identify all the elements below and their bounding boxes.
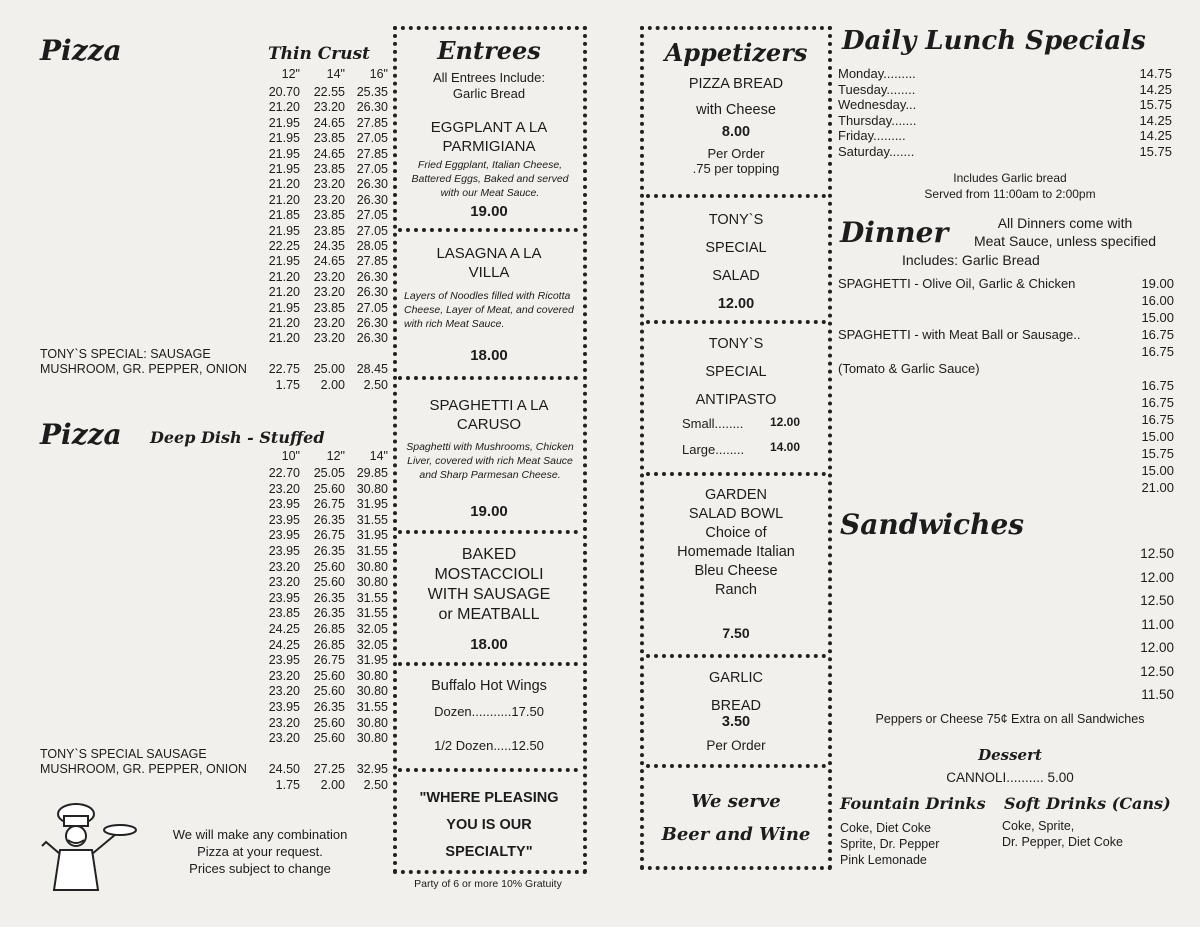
gratuity-note: Party of 6 or more 10% Gratuity — [414, 878, 562, 890]
garden-price: 7.50 — [722, 625, 750, 641]
dinner-price: 16.00 — [1141, 293, 1174, 308]
garlic-line: GARLIC — [709, 670, 763, 686]
sandwiches-title: Sandwiches — [840, 508, 1025, 541]
soft-title: Soft Drinks (Cans) — [1004, 794, 1171, 813]
item-price: 22.70 — [268, 466, 300, 480]
special-line: TONY`S SPECIAL SAUSAGE — [40, 746, 207, 761]
divider — [646, 472, 826, 476]
item-price: 26.75 — [313, 497, 345, 512]
lasagna-price: 18.00 — [470, 347, 508, 364]
lunch-price: 14.75 — [1139, 66, 1172, 81]
item-price: 23.85 — [268, 606, 300, 621]
item-price: 21.95 — [268, 115, 300, 130]
item-price: 23.85 — [313, 131, 345, 146]
item-price: 26.30 — [356, 316, 388, 330]
salad-price: 12.00 — [717, 296, 755, 312]
fountain-line: Sprite, Dr. Pepper — [840, 837, 940, 851]
item-price: 23.95 — [268, 544, 300, 558]
include-line: Garlic Bread — [452, 86, 526, 101]
lunch-price: 14.25 — [1139, 128, 1172, 143]
tonys-antipasto — [646, 330, 826, 414]
item-price: 27.05 — [356, 131, 388, 146]
item-price: 25.35 — [356, 85, 388, 99]
item-price: 23.20 — [313, 192, 345, 207]
appetizers-title: Appetizers — [664, 38, 808, 67]
divider — [398, 530, 578, 534]
item-price: 24.25 — [268, 637, 300, 652]
wings-name: Buffalo Hot Wings — [431, 678, 547, 694]
size-header: 14" — [369, 449, 388, 463]
sandwich-price: 12.00 — [1140, 569, 1174, 585]
soft-line: Coke, Sprite, — [1002, 819, 1075, 833]
dinner-price: 21.00 — [1141, 480, 1174, 495]
item-price: 21.95 — [268, 162, 300, 176]
item-price: 26.85 — [313, 622, 345, 636]
antipasto-small-price: 12.00 — [770, 415, 801, 429]
sandwich-price: 11.50 — [1141, 687, 1174, 702]
name-line: or MEATBALL — [438, 606, 540, 623]
dinner-price: 15.00 — [1141, 463, 1174, 478]
additional-price: 2.50 — [363, 778, 388, 792]
dinner-price: 16.75 — [1141, 395, 1174, 410]
dinner-item-text: SPAGHETTI - Olive Oil, Garlic & Chicken — [838, 276, 1076, 291]
dinner-item-text: SPAGHETTI - with Meat Ball or Sausage.. — [838, 327, 1081, 342]
item-price: 21.20 — [268, 285, 300, 300]
item-price: 21.20 — [268, 192, 300, 207]
antipasto-large-price: 14.00 — [770, 440, 801, 454]
motto — [398, 785, 580, 866]
item-price: 23.20 — [268, 668, 300, 683]
item-price: 23.20 — [268, 731, 300, 746]
baked-name — [398, 545, 580, 625]
sandwich-price: 11.00 — [1141, 616, 1174, 632]
item-price: 26.30 — [356, 285, 388, 300]
item-price: 30.80 — [356, 559, 388, 574]
item-price: 27.05 — [356, 300, 388, 315]
item-price: 26.30 — [356, 100, 388, 115]
motto-line: "WHERE PLEASING — [419, 790, 559, 806]
caruso-price: 19.00 — [470, 503, 508, 520]
item-price: 31.95 — [356, 653, 388, 668]
special-price: 22.75 — [268, 362, 300, 377]
item-price: 21.20 — [268, 177, 300, 192]
dinner-price: 15.00 — [1141, 429, 1174, 444]
item-price: 23.20 — [313, 177, 345, 192]
salad-line: SPECIAL — [705, 240, 767, 256]
additional-price: 2.50 — [363, 377, 388, 392]
item-price: 26.35 — [313, 512, 345, 527]
wings-half-dozen: 1/2 Dozen.....12.50 — [434, 738, 544, 753]
item-price: 27.05 — [356, 208, 388, 223]
item-price: 23.20 — [268, 481, 300, 496]
lunch-day: Wednesday... — [838, 97, 917, 112]
chef-illustration — [38, 800, 138, 900]
item-price: 31.55 — [356, 544, 388, 558]
item-price: 26.75 — [313, 653, 345, 668]
dinner-price: 16.75 — [1141, 378, 1174, 393]
garden-line: Choice of — [705, 525, 767, 541]
item-price: 21.20 — [268, 100, 300, 115]
garlic-line: BREAD — [711, 698, 761, 714]
special-price: 28.45 — [356, 362, 388, 377]
item-price: 25.60 — [313, 559, 345, 574]
antipasto-line: ANTIPASTO — [695, 392, 777, 408]
item-price: 21.95 — [268, 254, 300, 269]
wings-dozen: Dozen...........17.50 — [434, 704, 544, 719]
divider — [398, 228, 578, 232]
pizza-bread-with: with Cheese — [696, 102, 776, 118]
lunch-price: 15.75 — [1139, 143, 1172, 159]
item-price: 21.85 — [268, 208, 300, 223]
item-price: 26.85 — [313, 637, 345, 652]
garden-salad — [646, 486, 826, 600]
item-price: 24.65 — [313, 115, 345, 130]
pizza-bread — [646, 76, 826, 176]
item-price: 23.95 — [268, 700, 300, 714]
sandwich-price: 12.50 — [1140, 663, 1174, 679]
item-price: 23.20 — [313, 316, 345, 330]
lunch-title: Daily Lunch Specials — [842, 26, 1146, 56]
fountain-line: Coke, Diet Coke — [840, 821, 932, 835]
dinner-title: Dinner — [840, 216, 949, 249]
caruso-name — [398, 396, 580, 434]
item-price: 32.05 — [356, 622, 388, 636]
salad-line: SALAD — [712, 268, 760, 284]
name-line: EGGPLANT A LA — [430, 119, 548, 136]
thin-crust-subtitle: Thin Crust — [268, 44, 371, 64]
fountain-title: Fountain Drinks — [840, 794, 986, 813]
item-price: 26.35 — [313, 606, 345, 621]
dinner-note-line: Meat Sauce, unless specified — [973, 233, 1157, 249]
item-price: 26.30 — [356, 331, 388, 346]
garden-line: GARDEN — [704, 487, 768, 503]
dinner-note — [950, 214, 1180, 250]
item-price: 27.05 — [356, 223, 388, 238]
item-price: 23.20 — [268, 684, 300, 699]
item-price: 31.95 — [356, 497, 388, 512]
lasagna-name — [398, 244, 580, 282]
item-price: 23.20 — [268, 575, 300, 590]
pizza-bread-name: PIZZA BREAD — [688, 76, 784, 92]
dinner-price: 15.00 — [1141, 310, 1174, 325]
lunch-day: Monday......... — [838, 66, 916, 81]
item-price: 30.80 — [356, 715, 388, 730]
dinner-price: 16.75 — [1141, 412, 1174, 427]
item-price: 21.20 — [268, 331, 300, 346]
additional-price: 1.75 — [275, 778, 300, 792]
item-price: 24.35 — [313, 239, 345, 253]
item-price: 25.60 — [313, 668, 345, 683]
additional-price: 1.75 — [275, 377, 300, 392]
divider — [646, 194, 826, 198]
item-price: 29.85 — [356, 466, 388, 480]
item-price: 24.25 — [268, 622, 300, 636]
item-price: 23.85 — [313, 300, 345, 315]
dinner-item — [838, 327, 1138, 342]
dessert-title: Dessert — [978, 746, 1042, 764]
divider — [398, 376, 578, 380]
special-line: TONY`S SPECIAL: SAUSAGE — [40, 346, 211, 361]
note-line: Pizza at your request. — [197, 844, 323, 859]
serve-line: Beer and Wine — [661, 824, 811, 845]
garlic-price: 3.50 — [721, 714, 751, 730]
item-price: 32.05 — [356, 637, 388, 652]
dinner-price: 15.75 — [1141, 446, 1174, 461]
item-price: 31.55 — [356, 606, 388, 621]
lasagna-desc: Layers of Noodles filled with Ricotta Cheese, Layer of Meat, and covered with rich Meat Sauce. — [404, 290, 574, 330]
item-price: 23.95 — [268, 590, 300, 605]
garlic-bread — [646, 664, 826, 720]
note-line: We will make any combination — [172, 827, 348, 842]
item-price: 21.20 — [268, 316, 300, 330]
special-line: MUSHROOM, GR. PEPPER, ONION — [40, 362, 247, 377]
item-price: 26.75 — [313, 528, 345, 543]
divider — [646, 320, 826, 324]
item-price: 25.60 — [313, 575, 345, 590]
item-price: 21.95 — [268, 223, 300, 238]
item-price: 30.80 — [356, 684, 388, 699]
item-price: 23.20 — [313, 331, 345, 346]
item-price: 23.85 — [313, 162, 345, 176]
name-line: SPAGHETTI A LA — [429, 397, 549, 414]
include-line: All Entrees Include: — [432, 70, 545, 85]
dinner-includes: Includes: Garlic Bread — [902, 252, 1040, 268]
special-price: 27.25 — [313, 762, 345, 777]
baked-price: 18.00 — [470, 636, 508, 653]
soft-line: Dr. Pepper, Diet Coke — [1002, 835, 1123, 849]
item-price: 22.55 — [313, 85, 345, 99]
salad-line: TONY`S — [708, 212, 764, 228]
item-price: 26.30 — [356, 269, 388, 284]
lunch-price: 15.75 — [1139, 97, 1172, 112]
lunch-day: Saturday....... — [838, 143, 915, 159]
dinner-price: 16.75 — [1141, 327, 1174, 342]
item-price: 24.65 — [313, 146, 345, 161]
name-line: MOSTACCIOLI — [434, 566, 544, 583]
item-price: 23.20 — [268, 715, 300, 730]
caruso-desc: Spaghetti with Mushrooms, Chicken Liver, covered with rich Meat Sauce and Sharp Parmesan Cheese. — [406, 441, 574, 481]
lunch-price: 14.25 — [1139, 112, 1172, 128]
name-line: BAKED — [461, 546, 517, 563]
item-price: 23.95 — [268, 497, 300, 512]
soft-list — [1002, 818, 1123, 850]
eggplant-name — [398, 118, 580, 156]
item-price: 30.80 — [356, 575, 388, 590]
item-price: 30.80 — [356, 668, 388, 683]
motto-line: YOU IS OUR — [446, 817, 532, 833]
item-price: 26.35 — [313, 544, 345, 558]
item-price: 25.60 — [313, 481, 345, 496]
name-line: WITH SAUSAGE — [427, 586, 551, 603]
item-price: 21.95 — [268, 146, 300, 161]
motto-line: SPECIALTY" — [445, 844, 533, 860]
entrees-include-note — [398, 70, 580, 102]
special-line: MUSHROOM, GR. PEPPER, ONION — [40, 762, 247, 777]
thin-pizza-title: Pizza — [40, 34, 122, 67]
garden-line: SALAD BOWL — [688, 506, 784, 522]
special-price: 24.50 — [268, 762, 300, 777]
garden-line: Homemade Italian — [677, 544, 795, 560]
lunch-note — [840, 170, 1180, 202]
antipasto-line: SPECIAL — [705, 364, 767, 380]
antipasto-line: TONY`S — [708, 336, 764, 352]
garden-line: Bleu Cheese — [694, 563, 778, 579]
item-price: 22.25 — [268, 239, 300, 253]
fountain-line: Pink Lemonade — [840, 853, 927, 867]
item-price: 26.30 — [356, 192, 388, 207]
note-line: Prices subject to change — [189, 861, 331, 876]
item-price: 23.20 — [313, 100, 345, 115]
name-line: CARUSO — [456, 416, 522, 433]
name-line: PARMIGIANA — [442, 138, 536, 155]
item-price: 27.85 — [356, 146, 388, 161]
size-header: 10" — [281, 449, 300, 463]
item-price: 30.80 — [356, 731, 388, 746]
item-price: 23.95 — [268, 528, 300, 543]
dessert-item: CANNOLI.......... 5.00 — [946, 770, 1074, 785]
sandwich-price: 12.50 — [1140, 593, 1174, 608]
item-price: 31.55 — [356, 590, 388, 605]
item-price: 23.85 — [313, 208, 345, 223]
eggplant-desc: Fried Eggplant, Italian Cheese, Battered Eggs, Baked and served with our Meat Sauce. — [411, 159, 569, 199]
garlic-per-order: Per Order — [706, 738, 766, 753]
item-price: 25.05 — [313, 466, 345, 480]
lunch-note-line: Served from 11:00am to 2:00pm — [924, 187, 1096, 201]
dinner-item — [838, 276, 1138, 291]
item-price: 30.80 — [356, 481, 388, 496]
item-price: 31.95 — [356, 528, 388, 543]
item-price: 25.60 — [313, 731, 345, 746]
lunch-note-line: Includes Garlic bread — [953, 171, 1067, 185]
serve-line: We serve — [691, 791, 781, 812]
pizza-bread-per: Per Order — [707, 146, 765, 161]
dinner-note-line: All Dinners come with — [997, 215, 1133, 231]
lunch-price: 14.25 — [1139, 81, 1172, 97]
dinner-item-text: (Tomato & Garlic Sauce) — [838, 361, 980, 376]
item-price: 23.85 — [313, 223, 345, 238]
entrees-title: Entrees — [437, 36, 541, 65]
sandwich-price: 12.00 — [1140, 640, 1174, 655]
name-line: LASAGNA A LA — [436, 245, 542, 262]
beer-wine-note — [646, 785, 826, 851]
item-price: 21.20 — [268, 269, 300, 284]
lunch-day: Tuesday........ — [838, 81, 916, 97]
size-header: 16" — [369, 67, 388, 81]
deep-pizza-title: Pizza — [40, 418, 122, 451]
divider — [646, 654, 826, 658]
additional-price: 2.00 — [320, 377, 345, 392]
antipasto-small: Small........ — [682, 416, 744, 431]
item-price: 23.20 — [313, 269, 345, 284]
item-price: 23.20 — [268, 559, 300, 574]
item-price: 26.30 — [356, 177, 388, 192]
item-price: 25.60 — [313, 684, 345, 699]
dinner-price: 16.75 — [1141, 344, 1174, 359]
item-price: 28.05 — [356, 239, 388, 253]
divider — [646, 764, 826, 768]
item-price: 21.95 — [268, 300, 300, 315]
garden-line: Ranch — [715, 582, 757, 598]
special-price: 32.95 — [356, 762, 388, 777]
deep-dish-subtitle: Deep Dish - Stuffed — [150, 428, 325, 447]
lunch-day: Thursday....... — [838, 112, 917, 128]
size-header: 14" — [326, 67, 345, 81]
item-price: 31.55 — [356, 700, 388, 714]
eggplant-price: 19.00 — [470, 203, 508, 220]
fountain-list — [840, 820, 939, 868]
item-price: 27.85 — [356, 115, 388, 130]
sandwich-price: 12.50 — [1140, 546, 1174, 561]
antipasto-large: Large........ — [682, 442, 745, 457]
item-price: 23.95 — [268, 512, 300, 527]
special-price: 25.00 — [313, 362, 345, 377]
dinner-price: 19.00 — [1141, 276, 1174, 291]
divider — [398, 662, 578, 666]
item-price: 26.35 — [313, 700, 345, 714]
tonys-salad — [646, 206, 826, 318]
item-price: 26.35 — [313, 590, 345, 605]
item-price: 20.70 — [268, 85, 300, 99]
divider — [398, 768, 578, 772]
item-price: 27.85 — [356, 254, 388, 269]
combination-note — [150, 826, 370, 877]
item-price: 23.20 — [313, 285, 345, 300]
pizza-bread-topping: .75 per topping — [692, 161, 780, 176]
dinner-item — [838, 361, 1138, 376]
item-price: 31.55 — [356, 512, 388, 527]
item-price: 23.95 — [268, 653, 300, 668]
size-header: 12" — [326, 449, 345, 463]
sandwich-note: Peppers or Cheese 75¢ Extra on all Sandwiches — [875, 712, 1145, 726]
size-header: 12" — [281, 67, 300, 81]
pizza-bread-price: 8.00 — [721, 124, 751, 140]
lunch-day: Friday......... — [838, 128, 906, 143]
name-line: VILLA — [468, 264, 510, 281]
item-price: 27.05 — [356, 162, 388, 176]
additional-price: 2.00 — [320, 778, 345, 792]
item-price: 21.95 — [268, 131, 300, 146]
item-price: 25.60 — [313, 715, 345, 730]
item-price: 24.65 — [313, 254, 345, 269]
